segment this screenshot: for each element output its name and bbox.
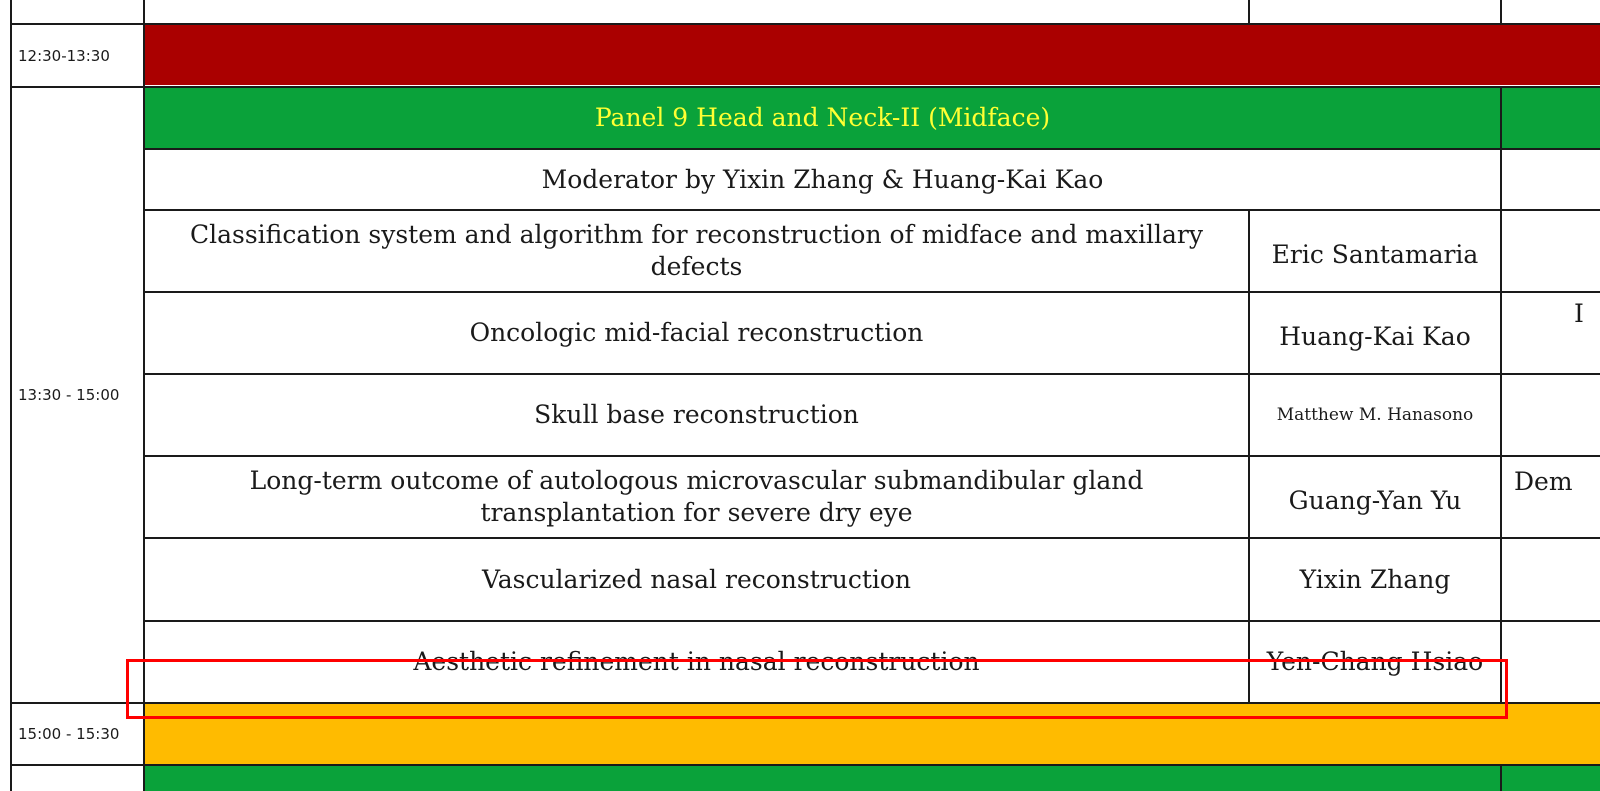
time-panel: 13:30 - 15:00	[18, 386, 120, 404]
talk-speaker: Guang-Yan Yu	[1288, 486, 1462, 515]
talk-title: Skull base reconstruction	[534, 400, 859, 429]
grid-line-top-a	[1248, 0, 1250, 25]
talk-title: Vascularized nasal reconstruction	[481, 564, 912, 594]
grid-line-h	[10, 23, 1600, 25]
talk-speaker: Yixin Zhang	[1299, 564, 1451, 594]
next-panel-band	[145, 766, 1600, 791]
grid-line-panel-right	[1500, 88, 1502, 704]
panel-title: Panel 9 Head and Neck-II (Midface)	[594, 103, 1051, 132]
moderator-text: Moderator by Yixin Zhang & Huang-Kai Kao	[541, 164, 1104, 194]
talk-speaker: Huang-Kai Kao	[1279, 322, 1471, 351]
talk-title: Oncologic mid-facial reconstruction	[469, 318, 924, 347]
talk-speaker: Eric Santamaria	[1271, 240, 1479, 269]
right-edge-fragment: I	[1574, 299, 1584, 328]
time-break: 15:00 - 15:30	[18, 725, 120, 743]
grid-line-top-b	[1500, 0, 1502, 25]
talk-speaker: Matthew M. Hanasono	[1276, 405, 1474, 425]
talk-speaker: Yen-Chang Hsiao	[1266, 647, 1484, 676]
lunch-band	[145, 25, 1600, 85]
highlight-box	[126, 659, 1508, 719]
grid-line-h	[10, 764, 1600, 766]
grid-line-bottom	[1500, 766, 1502, 791]
right-edge-fragment: Dem	[1514, 467, 1573, 496]
talk-title: Aesthetic refinement in nasal reconstruction	[413, 647, 980, 676]
time-lunch: 12:30-13:30	[18, 46, 110, 65]
talk-title: Classification system and algorithm for reconstruction of midface and maxillary defects	[189, 220, 1203, 281]
talk-title: Long-term outcome of autologous microvascular submandibular gland transplantation for severe dry eye	[249, 466, 1144, 527]
